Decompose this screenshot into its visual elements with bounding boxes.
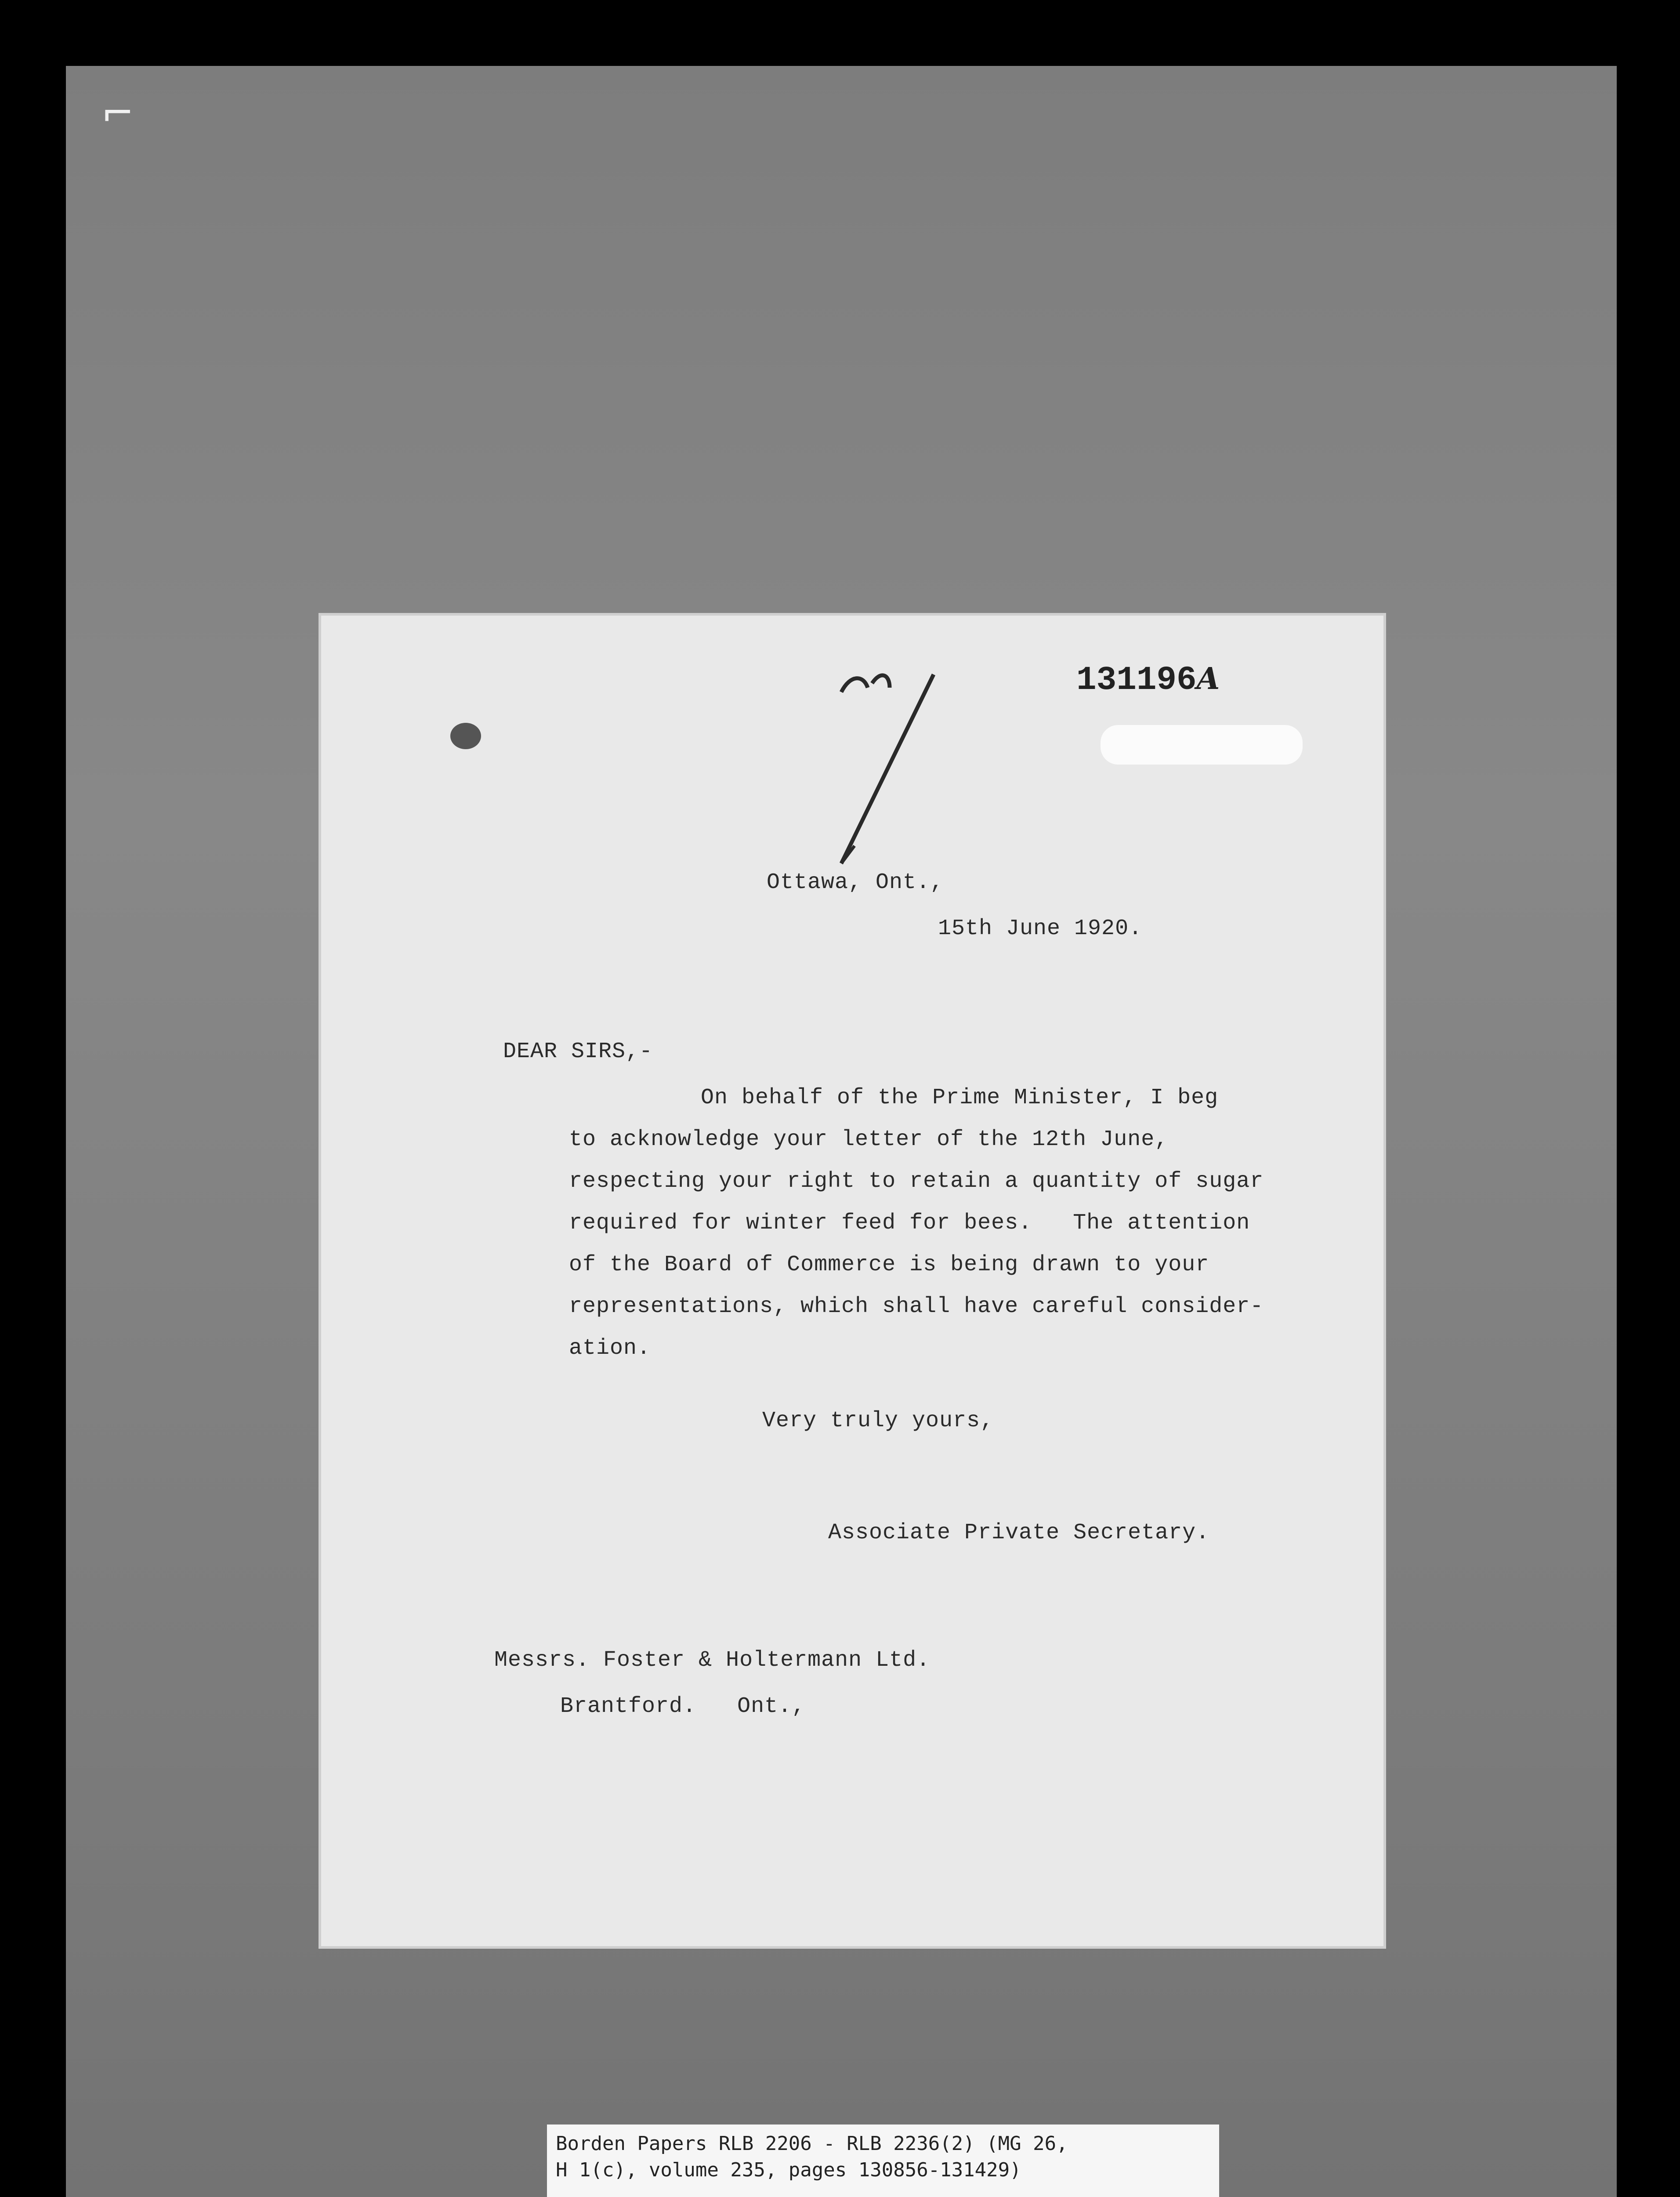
date-line: 15th June 1920.	[938, 916, 1143, 941]
ink-blot	[450, 723, 481, 749]
closing: Very truly yours,	[762, 1408, 994, 1433]
address-line: Brantford. Ont.,	[560, 1694, 806, 1719]
document-number: 131196A	[1076, 661, 1220, 699]
place-line: Ottawa, Ont.,	[767, 870, 944, 895]
address-line: Messrs. Foster & Holtermann Ltd.	[494, 1648, 931, 1673]
reference-line: H 1(c), volume 235, pages 130856-131429)	[556, 2159, 1021, 2181]
body-line: to acknowledge your letter of the 12th June,	[569, 1127, 1169, 1152]
body-line: representations, which shall have careful consider-	[569, 1294, 1264, 1319]
corner-crop-mark: ⌐	[101, 90, 134, 136]
handwritten-checkmark-icon	[824, 657, 1043, 877]
letter-page	[319, 613, 1386, 1949]
reference-line: Borden Papers RLB 2206 - RLB 2236(2) (MG 26,	[556, 2132, 1068, 2155]
body-line: of the Board of Commerce is being drawn to your	[569, 1252, 1209, 1277]
body-line: On behalf of the Prime Minister, I beg	[701, 1085, 1219, 1110]
document-number-suffix: A	[1196, 661, 1220, 696]
redaction-patch	[1101, 725, 1303, 765]
signature-title: Associate Private Secretary.	[828, 1520, 1210, 1545]
body-line: ation.	[569, 1336, 651, 1361]
body-line: required for winter feed for bees. The attention	[569, 1211, 1250, 1236]
salutation: DEAR SIRS,-	[503, 1039, 653, 1064]
body-line: respecting your right to retain a quantity of sugar	[569, 1169, 1264, 1194]
collection-reference-label	[547, 2124, 1219, 2197]
